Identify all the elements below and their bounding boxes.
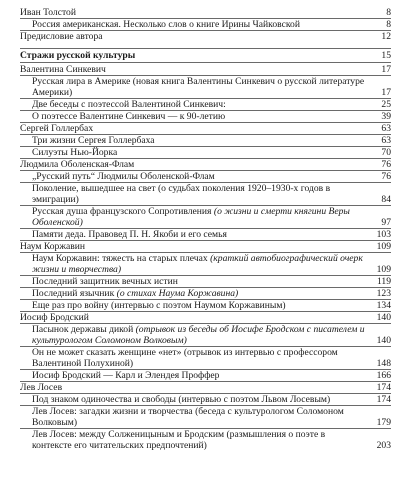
toc-entry-title: Последний защитник вечных истин xyxy=(32,276,178,287)
toc-entry-title: Две беседы с поэтессой Валентиной Синкевич: xyxy=(32,99,226,110)
toc-entry-title: Лев Лосев: загадки жизни и творчества (беседа с культурологом Соломоном Волковым) xyxy=(32,406,344,428)
toc-entry-page: 76 xyxy=(381,171,391,182)
toc-entry-author[interactable] xyxy=(20,158,391,170)
toc-entry-page: 12 xyxy=(381,31,391,42)
toc-entry-page: 39 xyxy=(381,111,391,122)
toc-entry-page: 123 xyxy=(376,288,391,299)
toc-entry-title: Наум Коржавин: тяжесть на старых плечах xyxy=(32,253,208,264)
toc-entry-title: Наум Коржавин xyxy=(20,241,86,252)
toc-entry-page: 8 xyxy=(386,19,391,30)
toc-entry-chapter[interactable] xyxy=(20,110,391,122)
toc-entry-page: 166 xyxy=(376,370,391,381)
toc-entry-subtitle: (о стихах Наума Коржавина) xyxy=(116,288,239,299)
toc-entry-title: Иван Толстой xyxy=(20,7,76,18)
toc-entry-chapter[interactable] xyxy=(20,146,391,158)
toc-entry-chapter[interactable] xyxy=(20,98,391,110)
toc-entry-page: 134 xyxy=(376,300,391,311)
toc-entry-chapter[interactable] xyxy=(20,287,391,299)
toc-entry-page: 70 xyxy=(381,147,391,158)
toc-entry-title: Иосиф Бродский — Карл и Элендея Проффер xyxy=(32,370,220,381)
toc-entry-page: 109 xyxy=(376,241,391,252)
toc-entry-page: 84 xyxy=(381,194,391,205)
toc-entry-page: 103 xyxy=(376,229,391,240)
table-of-contents xyxy=(20,7,391,451)
toc-entry-title: Силуэты Нью-Йорка xyxy=(32,147,118,158)
toc-entry-title: Предисловие автора xyxy=(20,31,103,42)
toc-entry-chapter[interactable] xyxy=(20,182,391,205)
toc-entry-chapter[interactable] xyxy=(20,428,391,451)
toc-entry-page: 174 xyxy=(376,382,391,393)
toc-entry-title: Иосиф Бродский xyxy=(20,312,89,323)
toc-entry-chapter[interactable] xyxy=(20,323,391,346)
toc-entry-page: 119 xyxy=(376,276,391,287)
toc-entry-author[interactable] xyxy=(20,122,391,134)
toc-entry-chapter[interactable] xyxy=(20,393,391,405)
toc-entry-chapter[interactable] xyxy=(20,134,391,146)
toc-entry-author[interactable] xyxy=(20,7,391,18)
toc-entry-page: 63 xyxy=(381,123,391,134)
toc-entry-page: 17 xyxy=(381,64,391,75)
toc-entry-author[interactable] xyxy=(20,30,391,42)
toc-entry-chapter[interactable] xyxy=(20,299,391,311)
toc-entry-chapter[interactable] xyxy=(20,405,391,428)
toc-entry-page: 203 xyxy=(376,440,391,451)
toc-entry-chapter[interactable] xyxy=(20,346,391,369)
toc-entry-title: Поколение, вышедшее на свет (о судьбах поколения 1920–1930-х годов в эмиграции) xyxy=(32,183,331,205)
toc-section-title: Стражи русской культуры xyxy=(20,50,136,61)
toc-entry-chapter[interactable] xyxy=(20,228,391,240)
toc-entry-chapter[interactable] xyxy=(20,205,391,228)
toc-entry-page: 76 xyxy=(381,159,391,170)
toc-entry-title: Под знаком одиночества и свободы (интервью с поэтом Львом Лосевым) xyxy=(32,394,331,405)
toc-entry-page: 109 xyxy=(376,264,391,275)
toc-entry-chapter[interactable] xyxy=(20,275,391,287)
toc-entry-page: 97 xyxy=(381,217,391,228)
toc-entry-page: 17 xyxy=(381,87,391,98)
toc-entry-subtitle: (отрывок из беседы об Иосифе Бродском с писателем и культурологом Соломоном Волковым) xyxy=(32,324,365,346)
toc-entry-page: 63 xyxy=(381,135,391,146)
toc-entry-title: Еще раз про войну (интервью с поэтом Наумом Коржавиным) xyxy=(32,300,286,311)
toc-entry-subtitle: (о жизни и смерти княгини Веры Оболенской) xyxy=(32,206,350,228)
toc-entry-title: Последний язычник xyxy=(32,288,115,299)
toc-entry-title: Он не может сказать женщине «нет» (отрывок из интервью с профессором Валентиной Полухиной) xyxy=(32,347,338,369)
toc-entry-page: 179 xyxy=(376,417,391,428)
toc-entry-title: Сергей Голлербах xyxy=(20,123,94,134)
toc-entry-title: Три жизни Сергея Голлербаха xyxy=(32,135,155,146)
toc-entry-page: 140 xyxy=(376,335,391,346)
toc-entry-page: 140 xyxy=(376,312,391,323)
toc-entry-author[interactable] xyxy=(20,240,391,252)
toc-entry-title: Пасынок державы дикой xyxy=(32,324,134,335)
toc-entry-title: Людмила Оболенская-Флам xyxy=(20,159,135,170)
toc-entry-author[interactable] xyxy=(20,311,391,323)
toc-entry-chapter[interactable] xyxy=(20,18,391,30)
toc-entry-page: 174 xyxy=(376,394,391,405)
toc-entry-author[interactable] xyxy=(20,381,391,393)
toc-entry-title: Россия американская. Несколько слов о книге Ирины Чайковской xyxy=(32,19,300,30)
toc-entry-author[interactable] xyxy=(20,64,391,75)
toc-entry-title: „Русский путь“ Людмилы Оболенской-Флам xyxy=(32,171,215,182)
toc-entry-chapter[interactable] xyxy=(20,252,391,275)
toc-entry-page: 25 xyxy=(381,99,391,110)
toc-section-heading[interactable] xyxy=(20,48,391,63)
toc-entry-chapter[interactable] xyxy=(20,170,391,182)
toc-entry-page: 15 xyxy=(381,50,391,61)
toc-entry-title: Русская лира в Америке (новая книга Валентины Синкевич о русской литературе Америки) xyxy=(32,76,365,98)
toc-entry-title: О поэтессе Валентине Синкевич — к 90-летию xyxy=(32,111,226,122)
toc-entry-subtitle: (краткий автобиографический очерк жизни и творчества) xyxy=(32,253,363,275)
toc-entry-title: Русская душа французского Сопротивления xyxy=(32,206,212,217)
toc-entry-title: Памяти деда. Правовед П. Н. Якоби и его семья xyxy=(32,229,227,240)
toc-entry-page: 148 xyxy=(376,358,391,369)
toc-entry-title: Лев Лосев xyxy=(20,382,63,393)
toc-entry-page: 8 xyxy=(386,7,391,18)
toc-entry-title: Лев Лосев: между Солженицыным и Бродским (размышления о поэте в контексте его читательских предпочтений) xyxy=(32,429,326,451)
toc-entry-title: Валентина Синкевич xyxy=(20,64,106,75)
toc-entry-chapter[interactable] xyxy=(20,75,391,98)
toc-entry-chapter[interactable] xyxy=(20,369,391,381)
